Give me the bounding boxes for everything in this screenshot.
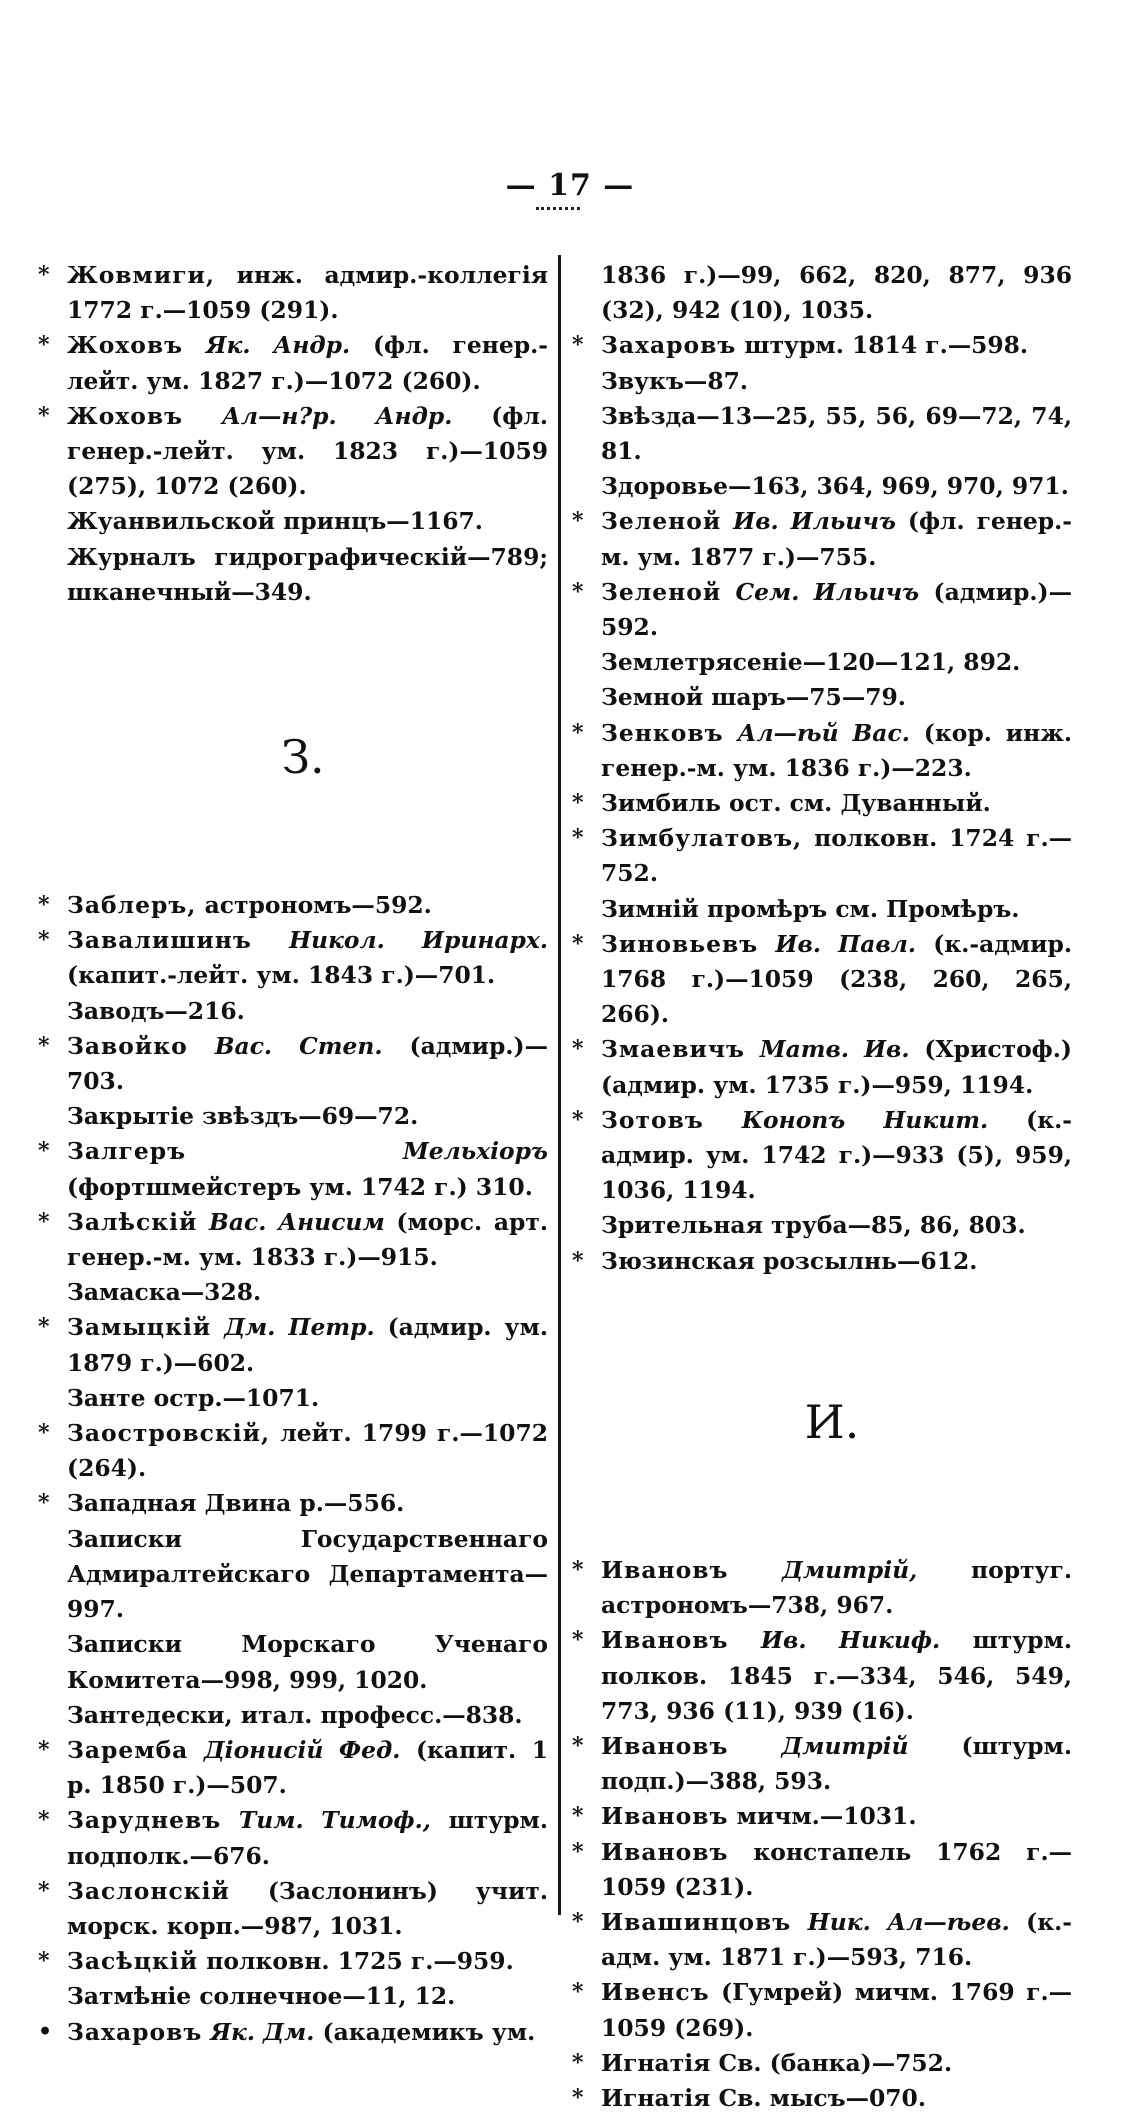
page-number: — 17 —: [505, 168, 635, 203]
entry-text: штурм. полков. 1845 г.—334, 546, 549, 773, 936 (11), 939 (16).: [601, 1626, 1072, 1725]
entry-italic: Як. Дм.: [202, 2017, 315, 2046]
entry-italic: Никол. Иринарх.: [251, 926, 548, 955]
entry-bullet: *: [38, 332, 50, 359]
entry-name: Ивановъ: [601, 1555, 729, 1584]
section-letter-z: З.: [281, 730, 325, 785]
entry-text: (адмир. ум. 1879 г.)—602.: [67, 1313, 548, 1377]
entry-bullet: *: [572, 2049, 584, 2076]
entry-text: Занте остр.—1071.: [67, 1383, 320, 1412]
entry-text: мичм.—1031.: [728, 1802, 917, 1831]
index-entry: [38, 1416, 548, 1486]
entry-name: Завалишинъ: [67, 926, 252, 955]
entry-bullet: *: [572, 508, 584, 535]
entry-italic: Матв. Ив.: [744, 1035, 910, 1064]
index-entry: [38, 1099, 548, 1134]
entry-italic: Конопъ Никит.: [703, 1105, 989, 1134]
entry-text: Зантедески, итал. професс.—838.: [67, 1700, 523, 1729]
entry-name: Залѣскій: [67, 1207, 198, 1236]
entry-bullet: *: [38, 1420, 50, 1447]
index-entry: [38, 1733, 548, 1803]
index-entry: [38, 1486, 548, 1521]
entry-text: Зюзинская розсылнь—612.: [601, 1246, 978, 1275]
entry-name: Ивашинцовъ: [601, 1907, 792, 1936]
entry-italic: Ал—ѣй Вас.: [723, 718, 910, 747]
index-entry: [38, 1134, 548, 1204]
entry-italic: Ив. Ильичъ: [721, 507, 896, 536]
entry-name: Ивенсъ: [601, 1978, 710, 2007]
entry-bullet: *: [38, 1138, 50, 1165]
entry-bullet: *: [572, 578, 584, 605]
entry-text: Записки Государственнаго Адмиралтейскаго Департамента—997.: [67, 1524, 548, 1624]
entry-text: (капит. 1 р. 1850 г.)—507.: [67, 1735, 548, 1800]
entry-text: констапель 1762 г.—1059 (231).: [601, 1837, 1072, 1901]
entry-text: Звѣзда—13—25, 55, 56, 69—72, 74, 81.: [601, 401, 1072, 466]
index-entry: [38, 1205, 548, 1275]
entry-italic: Ал—н?р. Андр.: [183, 401, 453, 430]
entry-text: Жуанвильской принцъ—1167.: [67, 507, 483, 536]
entry-bullet: *: [572, 1979, 584, 2006]
entry-name: Зенковъ: [601, 718, 724, 747]
index-entry: [572, 1975, 1072, 2045]
index-entry: [38, 1698, 548, 1733]
entry-name: Засѣцкій: [67, 1947, 199, 1976]
entry-text: Закрытіе звѣздъ—69—72.: [67, 1102, 419, 1131]
entry-name: Захаровъ: [67, 2017, 203, 2046]
entry-bullet: *: [572, 1556, 584, 1583]
left-entries-group-1: [38, 258, 548, 610]
entry-text: штурм. подполк.—676.: [67, 1806, 548, 1870]
index-entry: [38, 923, 548, 993]
entry-bullet: *: [38, 1736, 50, 1763]
entry-text: штурм. 1814 г.—598.: [736, 331, 1029, 360]
index-entry: [572, 258, 1072, 328]
entry-text: инж. адмир.-коллегія 1772 г.—1059 (291).: [67, 261, 548, 325]
entry-text: (фл. генер.-лейт. ум. 1827 г.)—1072 (260).: [67, 331, 548, 395]
entry-text: Зимбиль ост. см. Дуванный.: [601, 789, 991, 818]
index-entry: [38, 1381, 548, 1416]
entry-name: Залгеръ: [67, 1137, 187, 1166]
entry-name: Зимбулатовъ,: [601, 824, 803, 853]
entry-bullet: *: [38, 1807, 50, 1834]
entry-text: Игнатія Св. мысъ—070.: [601, 2083, 926, 2112]
entry-name: Жовмиги,: [67, 261, 216, 289]
entry-bullet: *: [572, 1247, 584, 1274]
index-entry: [572, 892, 1072, 927]
entry-text: (адмир.)—703.: [67, 1031, 548, 1096]
index-entry: [572, 1244, 1072, 1279]
index-entry: [38, 1029, 548, 1099]
index-entry: [38, 1627, 548, 1697]
index-entry: [38, 258, 548, 328]
index-entry: [38, 399, 548, 505]
entry-name: Ивановъ: [601, 1626, 729, 1655]
entry-text: Зрительная труба—85, 86, 803.: [601, 1211, 1026, 1240]
entry-text: (фортшмейстеръ ум. 1742 г.) 310.: [67, 1172, 533, 1201]
entry-text: лейт. 1799 г.—1072 (264).: [67, 1419, 548, 1483]
entry-text: (Гумрей) мичм. 1769 г.—1059 (269).: [601, 1978, 1072, 2042]
entry-name: Жоховъ: [67, 401, 184, 430]
entry-italic: Як. Андр.: [183, 331, 351, 360]
entry-name: Заблеръ,: [67, 891, 197, 920]
entry-bullet: *: [38, 402, 50, 429]
index-entry: [572, 1623, 1072, 1729]
entry-text: (кор. инж. генер.-м. ум. 1836 г.)—223.: [601, 718, 1072, 782]
page-number-underline: [536, 207, 580, 210]
index-entry: [572, 469, 1072, 504]
index-entry: [572, 575, 1072, 645]
entry-name: Ивановъ: [601, 1731, 729, 1760]
entry-name: Ивановъ: [601, 1837, 729, 1866]
entry-text: (академикъ ум.: [314, 2017, 536, 2046]
right-column: [572, 258, 1072, 2116]
entry-text: (штурм. подп.)—388, 593.: [601, 1731, 1072, 1796]
entry-text: Замаска—328.: [67, 1278, 262, 1307]
entry-bullet: *: [572, 332, 584, 359]
entry-name: Зарудневъ: [67, 1806, 222, 1835]
entry-text: португ. астрономъ—738, 967.: [601, 1555, 1072, 1620]
index-entry: [38, 540, 548, 610]
entry-bullet: *: [572, 1803, 584, 1830]
index-entry: [572, 399, 1072, 469]
entry-text: 1836 г.)—99, 662, 820, 877, 936 (32), 942 (10), 1035.: [601, 261, 1072, 325]
index-entry: [572, 364, 1072, 399]
index-entry: [572, 1553, 1072, 1623]
entry-text: Зимній промѣръ см. Промѣръ.: [601, 894, 1020, 923]
entry-italic: Ник. Ал—ѣев.: [791, 1907, 1010, 1936]
entry-bullet: *: [572, 1732, 584, 1759]
entry-name: Заостровскій,: [67, 1419, 271, 1448]
entry-name: Зеленой: [601, 577, 722, 606]
entry-bullet: *: [572, 2084, 584, 2111]
index-entry: [572, 786, 1072, 821]
entry-name: Завойко: [67, 1031, 188, 1060]
entry-text: (Заслонинъ) учит. морск. корп.—987, 1031.: [67, 1876, 548, 1940]
entry-italic: Дмитрій,: [728, 1555, 918, 1584]
index-entry: [572, 1032, 1072, 1102]
entry-text: астрономъ—592.: [196, 891, 432, 920]
entry-name: Жоховъ: [67, 331, 184, 360]
index-entry: [38, 1944, 548, 1979]
entry-bullet: *: [38, 1314, 50, 1341]
entry-text: полковн. 1724 г.—752.: [601, 824, 1072, 888]
column-divider: [558, 255, 561, 1915]
entry-text: полковн. 1725 г.—959.: [198, 1947, 514, 1976]
entry-text: Земной шаръ—75—79.: [601, 683, 906, 712]
entry-text: Заводъ—216.: [67, 996, 245, 1025]
entry-bullet: *: [38, 892, 50, 919]
entry-bullet: *: [38, 1032, 50, 1059]
entry-bullet: *: [572, 719, 584, 746]
entry-text: Затмѣніе солнечное—11, 12.: [67, 1982, 456, 2011]
entry-bullet: *: [572, 1627, 584, 1654]
entry-text: (фл. генер.-лейт. ум. 1823 г.)—1059 (275), 1072 (260).: [67, 401, 548, 501]
index-entry: [572, 1905, 1072, 1975]
entry-name: Ивановъ: [601, 1802, 729, 1831]
entry-bullet: *: [38, 927, 50, 954]
index-entry: [572, 1103, 1072, 1209]
entry-name: Зиновьевъ: [601, 929, 759, 958]
entry-bullet: *: [572, 930, 584, 957]
entry-italic: Тим. Тимоф.,: [221, 1806, 431, 1835]
entry-text: Игнатія Св. (банка)—752.: [601, 2048, 953, 2077]
entry-text: Звукъ—87.: [601, 366, 749, 395]
index-entry: [572, 2081, 1072, 2116]
index-entry: [38, 1803, 548, 1873]
left-entries-group-2: [38, 888, 548, 2050]
entry-text: (Христоф.) (адмир. ум. 1735 г.)—959, 1194.: [601, 1035, 1072, 1099]
entry-bullet: *: [38, 1208, 50, 1235]
right-entries-group-1: [572, 258, 1072, 1279]
index-entry: [38, 1874, 548, 1944]
entry-name: Замыцкій: [67, 1313, 212, 1342]
index-entry: [572, 1208, 1072, 1243]
entry-bullet: *: [572, 790, 584, 817]
entry-text: Здоровье—163, 364, 969, 970, 971.: [601, 472, 1069, 501]
index-entry: [572, 328, 1072, 363]
entry-bullet: *: [572, 1838, 584, 1865]
entry-italic: Дмитрій: [728, 1731, 909, 1760]
right-entries-group-2: [572, 1553, 1072, 2116]
index-entry: [38, 1310, 548, 1380]
entry-name: Захаровъ: [601, 331, 737, 360]
entry-bullet: *: [572, 1106, 584, 1133]
entry-name: Зеленой: [601, 507, 722, 536]
entry-name: Заремба: [67, 1735, 189, 1764]
entry-name: Заслонскій: [67, 1876, 230, 1905]
entry-bullet: *: [38, 262, 50, 288]
entry-italic: Діонисій Фед.: [188, 1735, 401, 1764]
entry-text: Журналъ гидрографическій—789; шканечный—349.: [67, 542, 548, 606]
index-entry: [38, 328, 548, 398]
entry-text: (к.-адмир. 1768 г.)—1059 (238, 260, 265, 266).: [601, 929, 1072, 1029]
index-entry: [38, 1275, 548, 1310]
index-entry: [572, 927, 1072, 1033]
section-letter-i: И.: [804, 1394, 860, 1449]
entry-bullet: *: [572, 825, 584, 852]
entry-text: (к.-адм. ум. 1871 г.)—593, 716.: [601, 1907, 1072, 1972]
entry-bullet: *: [38, 1948, 50, 1975]
index-entry: [572, 1835, 1072, 1905]
entry-italic: Мельхіоръ: [186, 1137, 548, 1166]
index-entry: [572, 680, 1072, 715]
left-column: [38, 258, 548, 2050]
index-entry: [572, 821, 1072, 891]
entry-italic: Сем. Ильичъ: [721, 577, 920, 606]
index-entry: [38, 1979, 548, 2014]
index-entry: [572, 1799, 1072, 1834]
entry-text: (морс. арт. генер.-м. ум. 1833 г.)—915.: [67, 1207, 548, 1272]
index-entry: [572, 1729, 1072, 1799]
entry-text: (фл. генер.-м. ум. 1877 г.)—755.: [601, 507, 1072, 571]
index-entry: [38, 994, 548, 1029]
entry-bullet: *: [38, 1490, 50, 1517]
entry-text: Землетрясеніе—120—121, 892.: [601, 648, 1021, 677]
index-entry: [572, 2046, 1072, 2081]
index-entry: [38, 2015, 548, 2050]
entry-italic: Дм. Петр.: [211, 1313, 375, 1342]
index-entry: [572, 504, 1072, 574]
entry-italic: Ив. Никиф.: [728, 1626, 941, 1655]
entry-name: Змаевичъ: [601, 1035, 745, 1064]
entry-italic: Вас. Анисим: [197, 1207, 385, 1236]
index-entry: [572, 645, 1072, 680]
entry-bullet: *: [572, 1036, 584, 1063]
entry-bullet: •: [38, 2018, 53, 2045]
index-entry: [38, 504, 548, 539]
entry-text: (капит.-лейт. ум. 1843 г.)—701.: [67, 961, 496, 990]
entry-bullet: *: [38, 1877, 50, 1904]
entry-bullet: *: [572, 1908, 584, 1935]
index-entry: [38, 1522, 548, 1628]
entry-italic: Вас. Степ.: [187, 1031, 383, 1060]
entry-text: (к.-адмир. ум. 1742 г.)—933 (5), 959, 1036, 1194.: [601, 1105, 1072, 1205]
index-entry: [572, 716, 1072, 786]
index-entry: [38, 888, 548, 923]
entry-text: (адмир.)—592.: [601, 577, 1072, 642]
entry-italic: Ив. Павл.: [758, 929, 917, 958]
entry-text: Записки Морскаго Ученаго Комитета—998, 999, 1020.: [67, 1630, 548, 1694]
entry-text: Западная Двина р.—556.: [67, 1489, 405, 1518]
entry-name: Зотовъ: [601, 1105, 704, 1134]
